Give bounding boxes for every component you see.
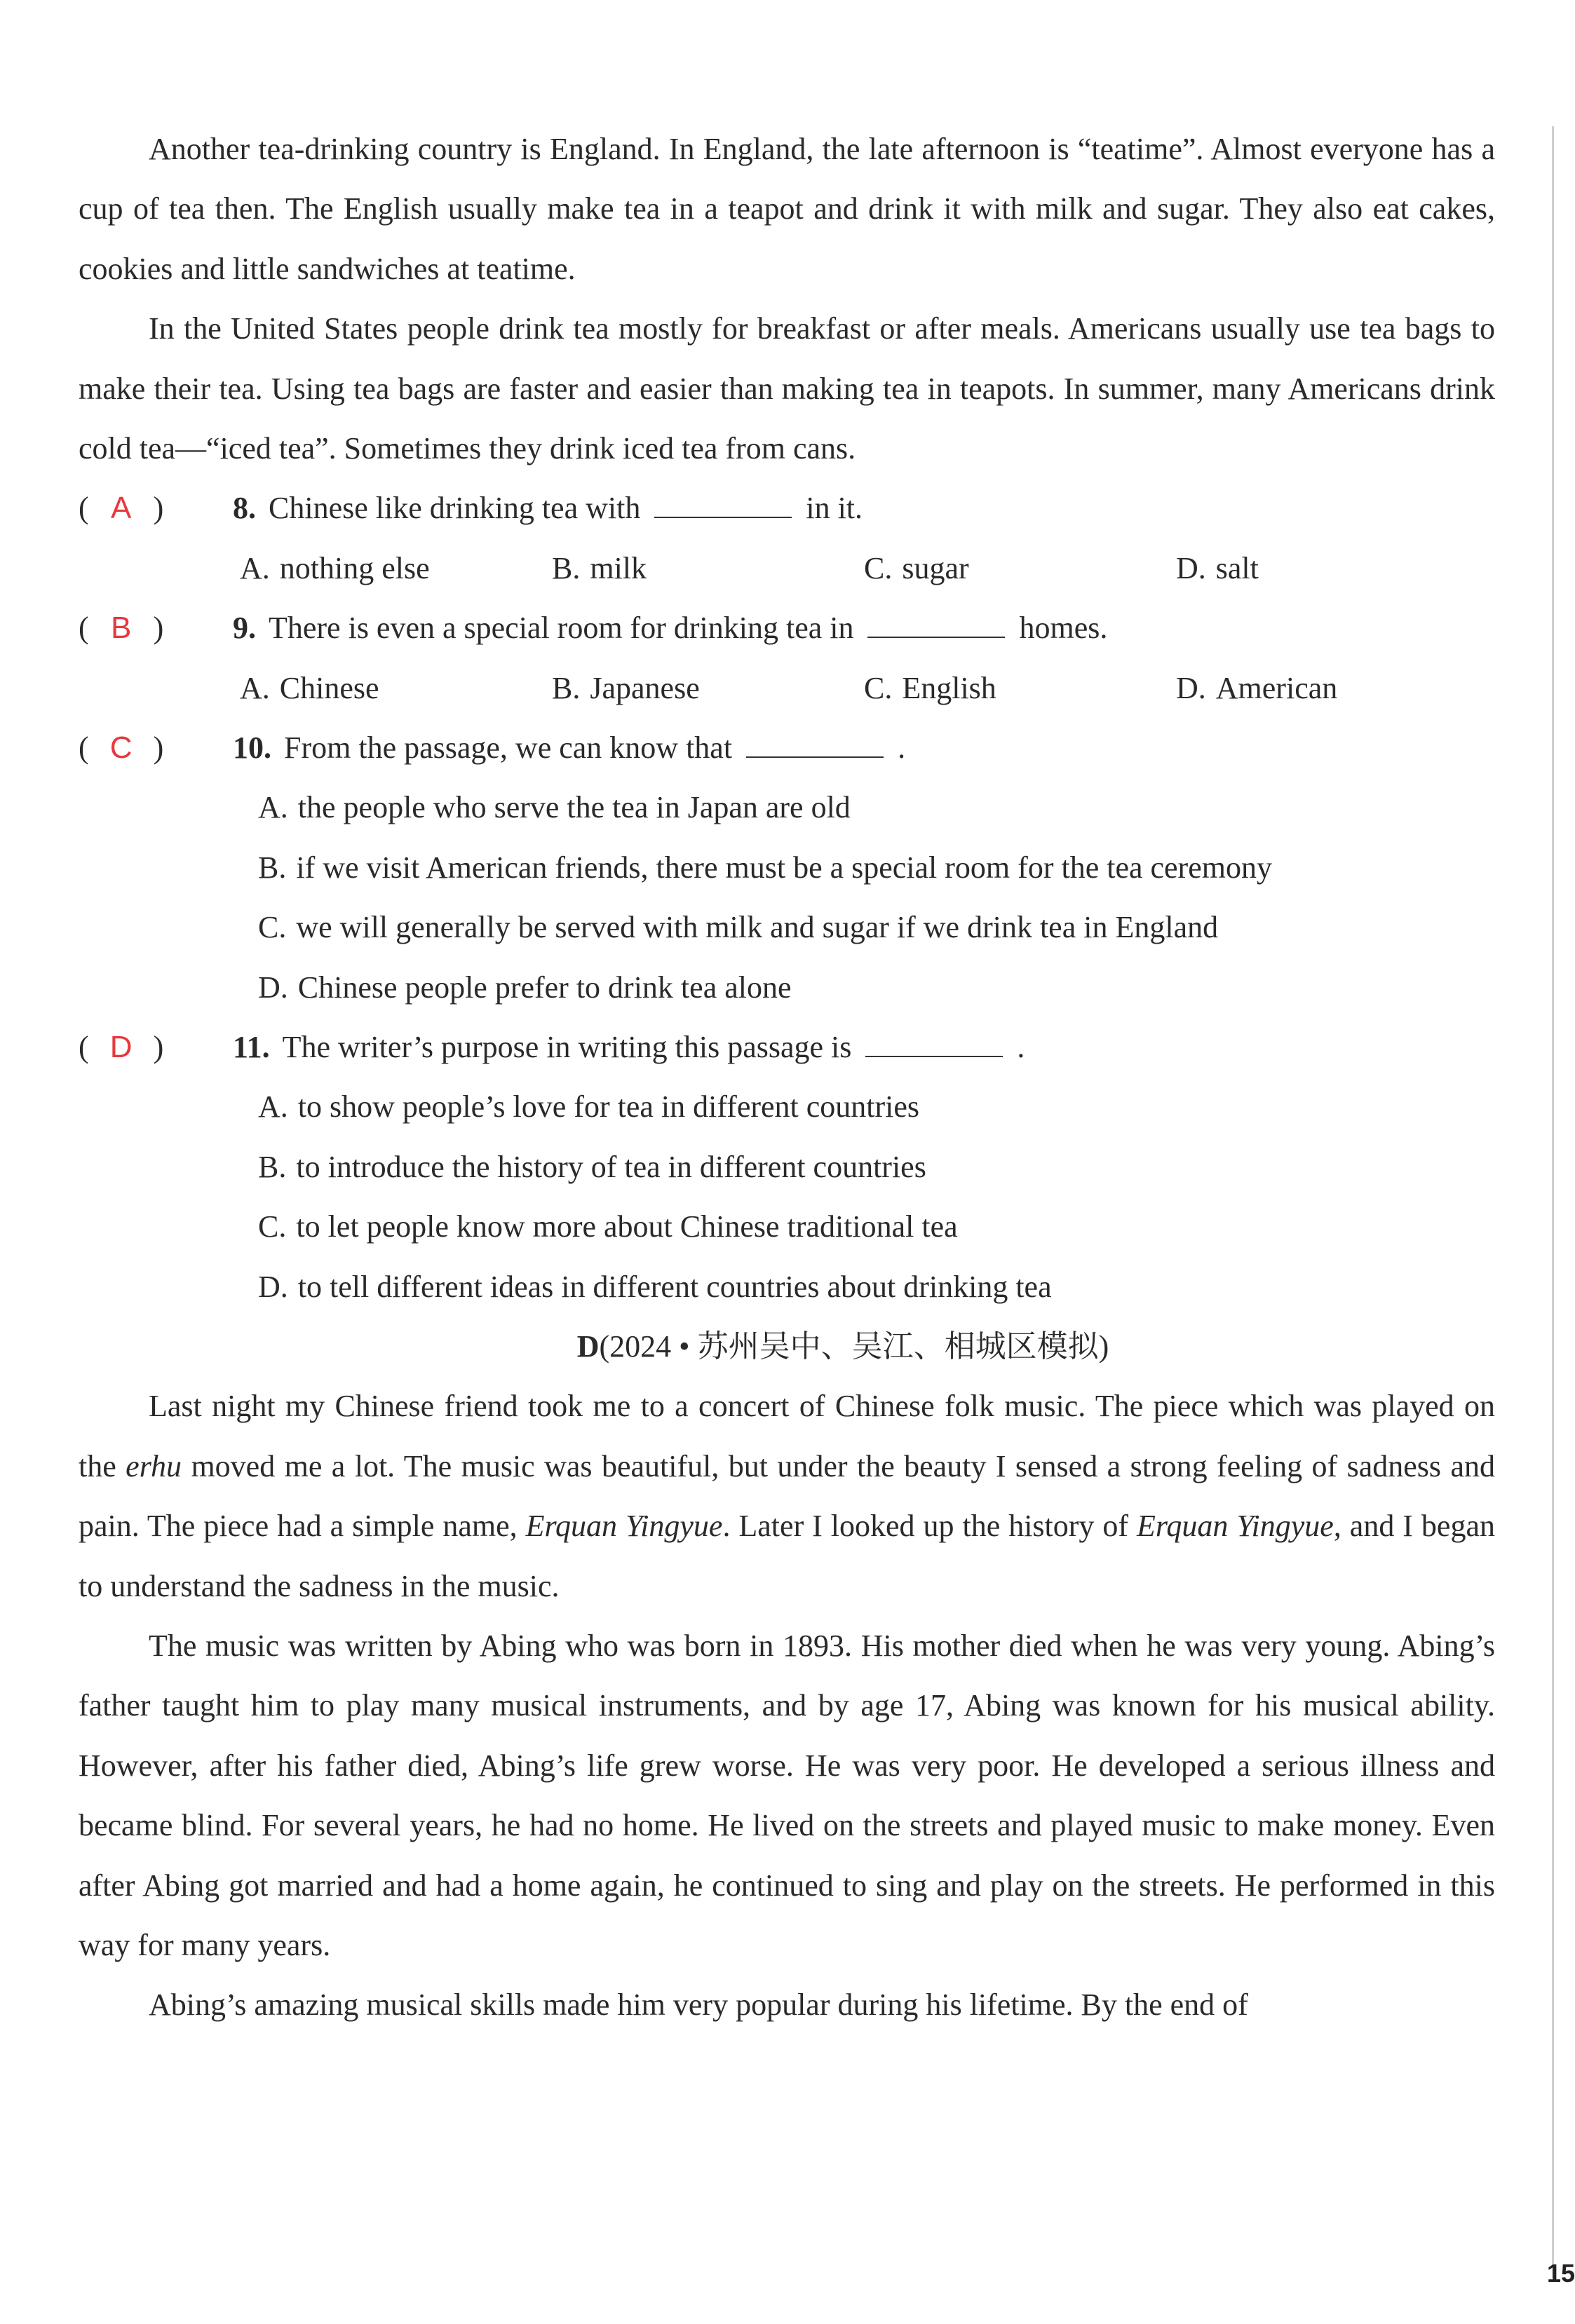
question-11	[79, 1017, 1495, 1077]
answer-blank	[865, 1031, 1003, 1057]
option-d: D. Chinese people prefer to drink tea alone	[258, 970, 792, 1005]
answer-bracket: ( D )	[79, 1017, 233, 1077]
question-number: 9.	[233, 611, 256, 646]
option-c: C. we will generally be served with milk and sugar if we drink tea in England	[258, 910, 1219, 945]
section-heading	[79, 1317, 1495, 1376]
option-c: C. sugar	[864, 550, 969, 585]
option-c: C. English	[864, 670, 996, 705]
option-c: C. to let people know more about Chinese traditional tea	[258, 1209, 958, 1244]
paragraph-concert: Last night my Chinese friend took me to a concert of Chinese folk music. The piece which was played on the erhu moved me a lot. The music was beautiful, but under the beauty I sensed a strong feeling of sadness and pain. The piece had a simple name, Erquan Yingyue. Later I looked up the history of Erquan Yingyue, and I began to understand the sadness in the music.	[79, 1389, 1495, 1603]
section-letter: D	[576, 1329, 600, 1364]
question-number: 10.	[233, 731, 271, 765]
option-a: A. to show people’s love for tea in different countries	[258, 1089, 920, 1124]
question-stem-end: .	[1017, 1029, 1025, 1064]
question-stem: Chinese like drinking tea with	[269, 491, 641, 526]
margin-rule	[1552, 126, 1554, 2278]
question-number: 11.	[233, 1029, 270, 1064]
section-source: (2024 • 苏州吴中、吴江、相城区模拟)	[599, 1329, 1109, 1364]
page-number: 15	[1547, 2259, 1575, 2288]
question-10	[79, 718, 1495, 777]
option-b: B. if we visit American friends, there must be a special room for the tea ceremony	[258, 850, 1272, 885]
answer-mark: A	[110, 491, 132, 526]
option-a: A. nothing else	[240, 550, 430, 585]
piece-title: Erquan Yingyue	[1137, 1509, 1334, 1544]
answer-blank	[867, 611, 1005, 638]
option-b: B. milk	[552, 550, 647, 585]
question-number: 8.	[233, 491, 256, 526]
erhu-term: erhu	[126, 1448, 182, 1483]
piece-title: Erquan Yingyue	[525, 1509, 723, 1544]
option-b: B. Japanese	[552, 670, 700, 705]
option-b: B. to introduce the history of tea in different countries	[258, 1149, 926, 1184]
paragraph-united-states: In the United States people drink tea mostly for breakfast or after meals. Americans usually use tea bags to make their tea. Using tea bags are faster and easier than making tea in teapots. In summer, many Americans drink cold tea—“iced tea”. Sometimes they drink iced tea from cans.	[79, 311, 1495, 466]
option-d: D. to tell different ideas in different countries about drinking tea	[258, 1269, 1052, 1304]
page-content	[79, 119, 1495, 2035]
paragraph-england: Another tea-drinking country is England. In England, the late afternoon is “teatime”. Almost everyone has a cup of tea then. The English usually make tea in a teapot and drink it with milk and sugar. They also eat cakes, cookies and little sandwiches at teatime.	[79, 132, 1495, 286]
answer-blank	[654, 491, 792, 518]
answer-blank	[746, 731, 884, 758]
question-stem: There is even a special room for drinking tea in	[269, 611, 854, 646]
question-stem-end: homes.	[1019, 611, 1108, 646]
answer-bracket: ( B )	[79, 598, 233, 658]
option-a: A. Chinese	[240, 670, 379, 705]
question-stem-end: .	[898, 731, 906, 765]
option-d: D. salt	[1176, 550, 1259, 585]
question-8	[79, 478, 1495, 538]
answer-mark: B	[110, 611, 132, 646]
question-stem: The writer’s purpose in writing this passage is	[282, 1029, 852, 1064]
answer-mark: D	[109, 1029, 133, 1064]
answer-bracket: ( C )	[79, 718, 233, 777]
paragraph-abing-life: The music was written by Abing who was born in 1893. His mother died when he was very young. Abing’s father taught him to play many musical instruments, and by age 17, Abing was known for his musical ability. However, after his father died, Abing’s life grew worse. He was very poor. He developed a serious illness and became blind. For several years, he had no home. He lived on the streets and played music to make money. Even after Abing got married and had a home again, he continued to sing and play on the streets. He performed in this way for many years.	[79, 1628, 1495, 1962]
option-a: A. the people who serve the tea in Japan are old	[258, 790, 851, 825]
question-stem-end: in it.	[806, 491, 863, 526]
answer-bracket: ( A )	[79, 478, 233, 538]
options-q8	[79, 538, 1495, 598]
question-9	[79, 598, 1495, 658]
options-q9	[79, 658, 1495, 718]
paragraph-abing-skills: Abing’s amazing musical skills made him very popular during his lifetime. By the end of	[149, 1987, 1248, 2023]
option-d: D. American	[1176, 670, 1338, 705]
question-stem: From the passage, we can know that	[284, 731, 733, 765]
answer-mark: C	[109, 731, 133, 765]
